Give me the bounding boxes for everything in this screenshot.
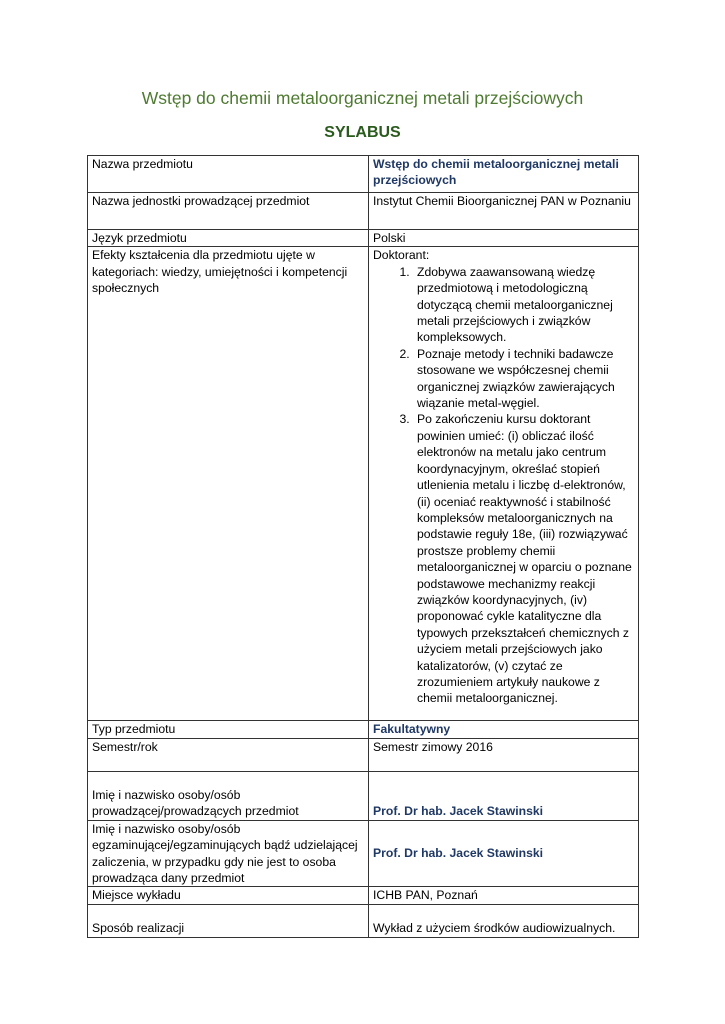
- table-row: [88, 771, 639, 820]
- row-value-semester: Semestr zimowy 2016: [369, 738, 639, 771]
- list-item: 3. Po zakończeniu kursu doktorant powinien umieć: (i) obliczać ilość elektronów na metalu jako centrum koordynacyjnym, określać stopień utlenienia metalu i liczbę d-elektronów, (ii) oceniać reaktywność i stabilność kompleksów metaloorganicznych na podstawie reguły 18e, (iii) rozwiązywać prostsze problemy chemii metaloorganicznej w oparciu o poznane podstawowe mechanizmy reakcji związków koordynacyjnych, (iv) proponować cykle katalityczne dla typowych przekształceń chemicznych z użyciem metali przejściowych jako katalizatorów, (v) czytać ze zrozumieniem artykuły naukowe z chemii metaloorganicznej.: [413, 411, 634, 706]
- row-value-lecture-place: ICHB PAN, Poznań: [369, 887, 639, 904]
- row-label-language: Język przedmiotu: [88, 230, 369, 247]
- list-item: 1. Zdobywa zaawansowaną wiedzę przedmiotową i metodologiczną dotyczącą chemii metaloorganicznej metali przejściowych i związków kompleksowych.: [413, 264, 634, 346]
- table-row: [88, 887, 639, 904]
- row-label-learning-outcomes: Efekty kształcenia dla przedmiotu ujęte w kategoriach: wiedzy, umiejętności i kompetencji społecznych: [88, 247, 369, 721]
- row-value-course-type: Fakultatywny: [369, 721, 639, 738]
- document-subtitle: SYLABUS: [324, 124, 401, 141]
- row-label-unit: Nazwa jednostki prowadzącej przedmiot: [88, 193, 369, 230]
- row-value-unit: Instytut Chemii Bioorganicznej PAN w Poznaniu: [369, 193, 639, 230]
- row-value-language: Polski: [369, 230, 639, 247]
- syllabus-table: [87, 155, 639, 938]
- document-title: Wstęp do chemii metaloorganicznej metali przejściowych: [141, 88, 584, 108]
- row-label-lecturer: Imię i nazwisko osoby/osób prowadzącej/prowadzących przedmiot: [88, 771, 369, 820]
- row-value-delivery-method: Wykład z użyciem środków audiowizualnych.: [369, 904, 639, 937]
- table-row: [88, 156, 639, 193]
- row-value-lecturer: Prof. Dr hab. Jacek Stawinski: [369, 771, 639, 820]
- list-item: 2. Poznaje metody i techniki badawcze stosowane we współczesnej chemii organicznej związków zawierających wiązanie metal-węgiel.: [413, 346, 634, 412]
- table-row: [88, 738, 639, 771]
- row-label-course-type: Typ przedmiotu: [88, 721, 369, 738]
- table-row: [88, 247, 639, 721]
- table-row: [88, 721, 639, 738]
- row-label-examiner: Imię i nazwisko osoby/osób egzaminującej/egzaminujących bądź udzielającej zaliczenia, w przypadku gdy nie jest to osoba prowadząca dany przedmiot: [88, 820, 369, 887]
- row-value-examiner: Prof. Dr hab. Jacek Stawinski: [369, 820, 639, 887]
- row-label-course-name: Nazwa przedmiotu: [88, 156, 369, 193]
- row-value-course-name: Wstęp do chemii metaloorganicznej metali przejściowych: [369, 156, 639, 193]
- row-label-semester: Semestr/rok: [88, 738, 369, 771]
- table-row: [88, 230, 639, 247]
- table-row: [88, 193, 639, 230]
- row-value-learning-outcomes: [369, 247, 639, 721]
- outcomes-intro: Doktorant:: [373, 248, 430, 263]
- table-row: [88, 820, 639, 887]
- row-label-lecture-place: Miejsce wykładu: [88, 887, 369, 904]
- outcomes-list: [373, 264, 634, 707]
- row-label-delivery-method: Sposób realizacji: [88, 904, 369, 937]
- table-row: [88, 904, 639, 937]
